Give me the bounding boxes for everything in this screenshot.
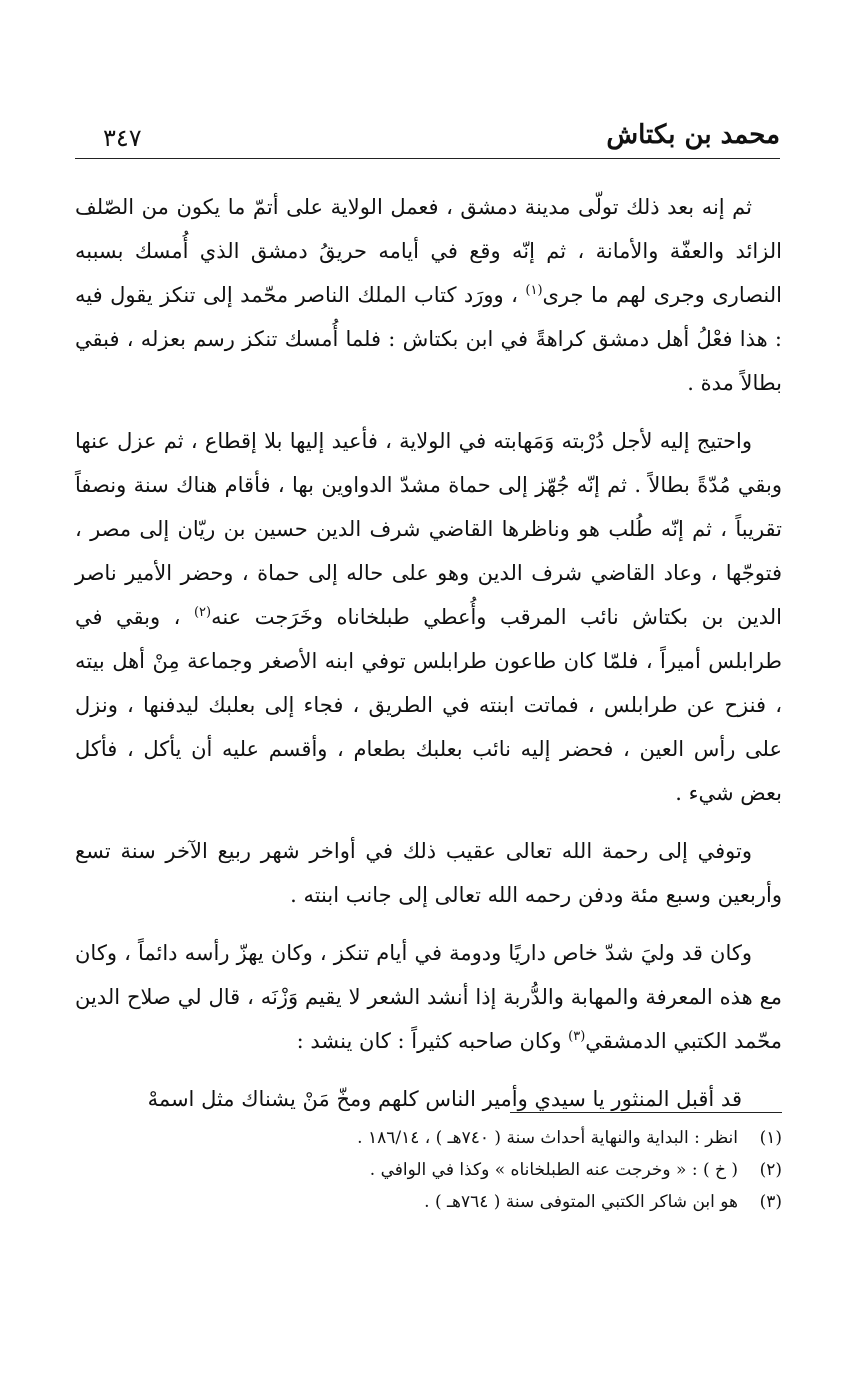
footnote-1	[200, 1122, 782, 1154]
paragraph-text: وتوفي إلى رحمة الله تعالى عقيب ذلك في أواخر شهر ربيع الآخر سنة تسع وأربعين وسبع مئة ودفن رحمه الله تعالى إلى جانب ابنته .	[75, 839, 782, 907]
footnote-number: (٣)	[759, 1192, 782, 1212]
paragraph-2	[75, 419, 782, 815]
paragraph-text: ثم إنه بعد ذلك تولّى مدينة دمشق ، فعمل الولاية على أتمّ ما يكون من الصّلف الزائد والعفّة والأمانة ، ثم إنّه وقع في أيامه حريقُ دمشق الذي أُمسك بسببه النصارى وجرى لهم ما جرى	[75, 195, 782, 307]
footnote-text: هو ابن شاكر الكتبي المتوفى سنة ( ٧٦٤هـ ) .	[424, 1192, 738, 1212]
paragraph-text: وكان صاحبه كثيراً : كان ينشد :	[296, 1029, 569, 1053]
footnote-text: انظر : البداية والنهاية أحداث سنة ( ٧٤٠هـ ) ، ١٨٦/١٤ .	[357, 1128, 738, 1148]
footnote-number: (١)	[759, 1128, 782, 1148]
paragraph-text: ، وورَد كتاب الملك الناصر محّمد إلى تنكز يقول فيه : هذا فعْلُ أهل دمشق كراهةً في ابن بكتاش : فلما أُمسك تنكز رسم بعزله ، فبقي بطالاً مدة .	[75, 283, 782, 395]
footnotes	[200, 1122, 782, 1218]
footnote-number: (٢)	[759, 1160, 782, 1180]
paragraph-text: وكان قد وليَ شدّ خاص داريًا ودومة في أيام تنكز ، وكان يهزّ رأسه دائماً ، وكان مع هذه المعرفة والمهابة والدُّربة إذا أنشد الشعر لا يقيم وَزْنَه ، قال لي صلاح الدين محّمد الكتبي الدمشقي	[75, 941, 782, 1053]
poem-verse: قد أقبل المنثور يا سيدي وأمير الناس كلهم ومخّ مَنْ يشناك مثل اسمهْ	[147, 1087, 742, 1111]
main-text	[75, 185, 782, 1121]
footnote-3	[200, 1186, 782, 1218]
footnote-2	[200, 1154, 782, 1186]
footnote-text: ( خ ) : « وخرجت عنه الطبلخاناه » وكذا في الوافي .	[369, 1160, 738, 1180]
footnote-ref-3: (٣)	[568, 1029, 586, 1044]
footnote-ref-1: (١)	[525, 283, 543, 298]
page-number: ٣٤٧	[103, 124, 142, 152]
paragraph-1	[75, 185, 782, 405]
paragraph-3	[75, 829, 782, 917]
footnote-separator	[510, 1112, 782, 1113]
page-header	[75, 118, 780, 159]
running-title: محمد بن بكتاش	[606, 120, 780, 150]
paragraph-4	[75, 931, 782, 1063]
paragraph-text: ، وبقي في طرابلس أميراً ، فلمّا كان طاعون طرابلس توفي ابنه الأصغر وجماعة مِنْ أهل بيته ، فنزح عن طرابلس ، فماتت ابنته في الطريق ، فجاء إلى بعلبك ليدفنها ، ونزل على رأس العين ، فحضر إليه نائب بعلبك بطعام ، وأقسم عليه أن يأكل ، فأكل بعض شيء .	[75, 605, 782, 805]
paragraph-text: واحتيج إليه لأجل دُرْبته وَمَهابته في الولاية ، فأعيد إليها بلا إقطاع ، ثم عزل عنها وبقي مُدّةً بطالاً . ثم إنّه جُهّز إلى حماة مشدّ الدواوين بها ، فأقام هناك سنة ونصفاً تقريباً ، ثم إنّه طُلب هو وناظرها القاضي شرف الدين حسين بن ريّان إلى مصر ، فتوجّها ، وعاد القاضي شرف الدين وهو على حاله إلى حماة ، وحضر الأمير ناصر الدين بن بكتاش نائب المرقب وأُعطي طبلخاناه وخَرَجت عنه	[75, 429, 782, 629]
footnote-ref-2: (٢)	[193, 605, 212, 620]
